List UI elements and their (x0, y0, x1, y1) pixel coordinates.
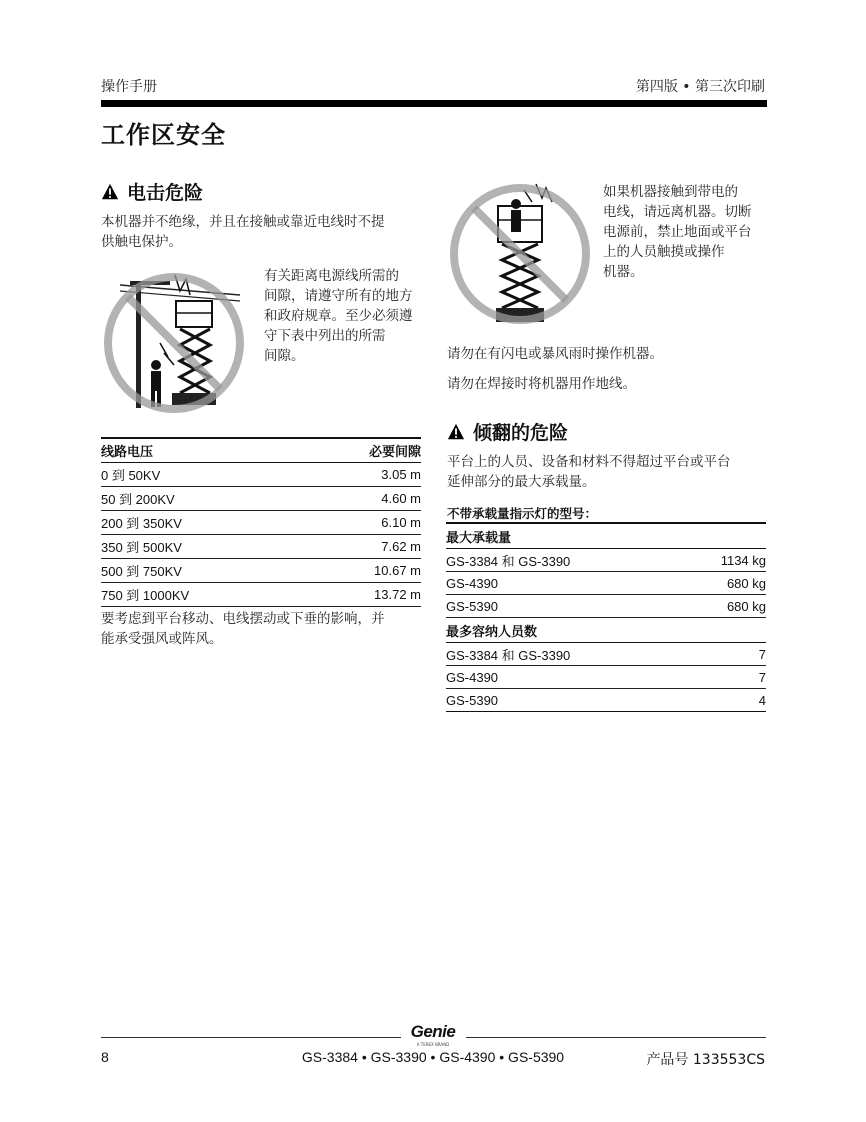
table-row: GS-3384 和 GS-3390 7 (446, 643, 766, 666)
section-title-tipover (447, 418, 568, 445)
occupants-header-row (446, 618, 766, 643)
clearance-line: 有关距离电源线所需的 (264, 268, 399, 284)
table-row: GS-4390 7 (446, 666, 766, 689)
footer-rule-left (101, 1037, 401, 1038)
capacity-header-row (446, 524, 766, 549)
intro-line: 供触电保护。 (101, 234, 182, 250)
table-row: 200 到 350KV 6.10 m (101, 511, 421, 535)
move-away-line: 上的人员触摸或操作 (603, 244, 725, 260)
table-row: GS-5390 4 (446, 689, 766, 712)
powerline-prohibited-illustration (100, 265, 248, 415)
logo-subtext: A TEREX BRAND (416, 1042, 450, 1047)
table-row: GS-3384 和 GS-3390 1134 kg (446, 549, 766, 572)
move-away-line: 电源前，禁止地面或平台 (603, 224, 752, 240)
tipover-intro (447, 452, 767, 492)
move-away-line: 电线，请远离机器。切断 (603, 204, 752, 220)
tipover-line: 延伸部分的最大承载量。 (447, 474, 596, 490)
part-number: 产品号 133553CS (646, 1052, 765, 1068)
table-row: GS-5390 680 kg (446, 595, 766, 618)
lightning-warning: 请勿在有闪电或暴风雨时操作机器。 (447, 346, 663, 362)
clearance-line: 间隙。 (264, 348, 305, 364)
warning-icon (447, 423, 465, 441)
welding-warning: 请勿在焊接时将机器用作地线。 (447, 376, 636, 392)
wind-note (101, 609, 421, 649)
clearance-line: 间隙，请遵守所有的地方 (264, 288, 413, 304)
page-title: 工作区安全 (101, 121, 226, 149)
note-line: 能承受强风或阵风。 (101, 631, 223, 647)
table-row: 50 到 200KV 4.60 m (101, 487, 421, 511)
move-away-line: 机器。 (603, 264, 644, 280)
genie-logo (405, 1022, 461, 1047)
intro-paragraph (101, 212, 421, 252)
intro-line: 本机器并不绝缘，并且在接触或靠近电线时不提 (101, 214, 385, 230)
capacity-table (446, 522, 766, 712)
header-rule (101, 100, 767, 107)
tipover-line: 平台上的人员、设备和材料不得超过平台或平台 (447, 454, 731, 470)
table-row: 500 到 750KV 10.67 m (101, 559, 421, 583)
footer-models: GS-3384 • GS-3390 • GS-4390 • GS-5390 (301, 1049, 565, 1065)
section-title-text: 倾翻的危险 (473, 422, 569, 444)
section-title-text: 电击危险 (127, 182, 204, 204)
logo-text: Genie (410, 1022, 456, 1041)
clearance-line: 守下表中列出的所需 (264, 328, 386, 344)
voltage-clearance-table (101, 437, 421, 607)
do-not-touch-illustration (446, 180, 594, 330)
section-title-electrocution (101, 178, 203, 205)
footer-rule-right (466, 1037, 766, 1038)
table-row: 0 到 50KV 3.05 m (101, 463, 421, 487)
clearance-line: 和政府规章。至少必须遵 (264, 308, 413, 324)
capacity-header: 最大承载量 (446, 529, 512, 545)
page-number: 8 (101, 1049, 109, 1065)
table-row: 350 到 500KV 7.62 m (101, 535, 421, 559)
column-header-voltage: 线路电压 (101, 444, 154, 459)
table-header-row (101, 439, 421, 463)
note-line: 要考虑到平台移动、电线摆动或下垂的影响，并 (101, 611, 385, 627)
move-away-line: 如果机器接触到带电的 (603, 184, 738, 200)
occupants-header: 最多容纳人员数 (446, 623, 538, 639)
header-right: 第四版 • 第三次印刷 (635, 79, 765, 95)
table-row: 750 到 1000KV 13.72 m (101, 583, 421, 607)
models-table-title: 不带承载量指示灯的型号： (447, 506, 598, 521)
clearance-instructions (264, 266, 429, 366)
move-away-instructions (603, 182, 773, 282)
column-header-clearance: 必要间隙 (368, 444, 421, 459)
table-row: GS-4390 680 kg (446, 572, 766, 595)
warning-icon (101, 183, 119, 201)
header-left: 操作手册 (101, 79, 157, 95)
